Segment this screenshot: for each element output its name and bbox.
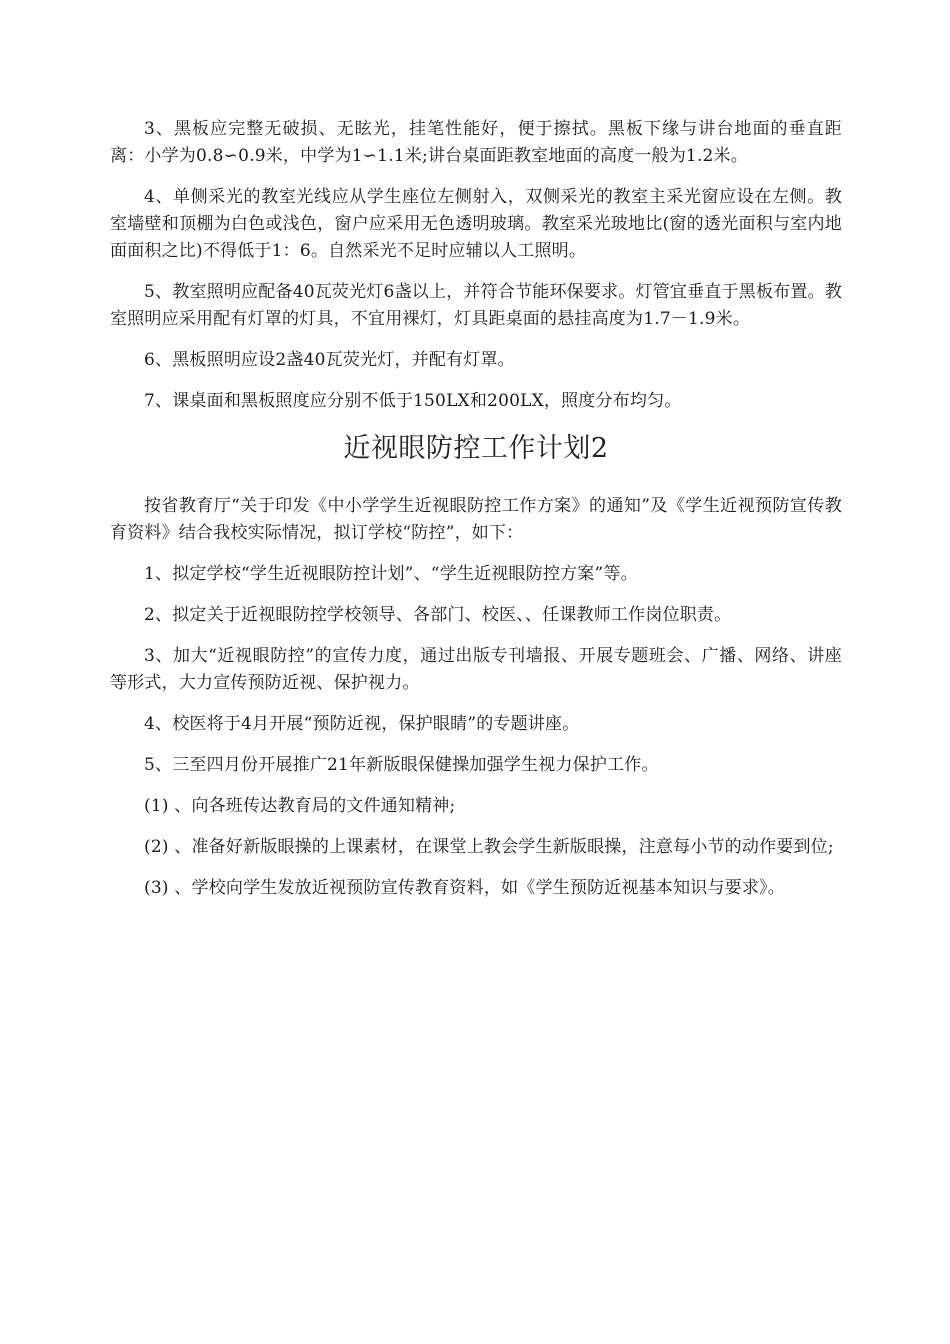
paragraph-subitem-2: (2) 、准备好新版眼操的上课素材，在课堂上教会学生新版眼操，注意每小节的动作要到位; <box>144 837 834 857</box>
paragraph-plan-item-3: 3、加大“近视眼防控”的宣传力度，通过出版专刊墙报、开展专题班会、广播、网络、讲座等形式，大力宣传预防近视、保护视力。 <box>110 646 842 693</box>
section-title: 近视眼防控工作计划2 <box>343 433 609 464</box>
paragraph-plan-item-5: 5、三至四月份开展推广21年新版眼保健操加强学生视力保护工作。 <box>144 755 659 775</box>
paragraph-blackboard-requirements: 3、黑板应完整无破损、无眩光，挂笔性能好，便于擦拭。黑板下缘与讲台地面的垂直距离：小学为0.8∽0.9米，中学为1∽1.1米;讲台桌面距教室地面的高度一般为1.2米。 <box>110 119 842 166</box>
paragraph-fluorescent-lamps: 5、教室照明应配备40瓦荧光灯6盏以上，并符合节能环保要求。灯管宜垂直于黑板布置。教室照明应采用配有灯罩的灯具，不宜用裸灯，灯具距桌面的悬挂高度为1.7－1.9米。 <box>110 282 842 329</box>
paragraph-illuminance: 7、课桌面和黑板照度应分别不低于150LX和200LX，照度分布均匀。 <box>144 391 682 411</box>
paragraph-plan-item-1: 1、拟定学校“学生近视眼防控计划”、“学生近视眼防控方案”等。 <box>144 564 638 584</box>
paragraph-blackboard-lighting: 6、黑板照明应设2盏40瓦荧光灯，并配有灯罩。 <box>144 350 515 370</box>
document-page <box>110 116 842 916</box>
paragraph-plan-item-2: 2、拟定关于近视眼防控学校领导、各部门、校医、、任课教师工作岗位职责。 <box>144 605 732 625</box>
paragraph-plan-intro: 按省教育厅“关于印发《中小学学生近视眼防控工作方案》的通知”及《学生近视预防宣传教育资料》结合我校实际情况，拟订学校“防控”，如下： <box>110 496 842 543</box>
paragraph-subitem-1: (1) 、向各班传达教育局的文件通知精神; <box>144 796 456 816</box>
paragraph-classroom-lighting-direction: 4、单侧采光的教室光线应从学生座位左侧射入，双侧采光的教室主采光窗应设在左侧。教室墙壁和顶棚为白色或浅色，窗户应采用无色透明玻璃。教室采光玻地比(窗的透光面积与室内地面面积之比)不得低于1：6。自然采光不足时应辅以人工照明。 <box>110 187 842 261</box>
paragraph-subitem-3: (3) 、学校向学生发放近视预防宣传教育资料，如《学生预防近视基本知识与要求》。 <box>144 878 785 898</box>
paragraph-plan-item-4: 4、校医将于4月开展“预防近视，保护眼睛”的专题讲座。 <box>144 714 580 734</box>
